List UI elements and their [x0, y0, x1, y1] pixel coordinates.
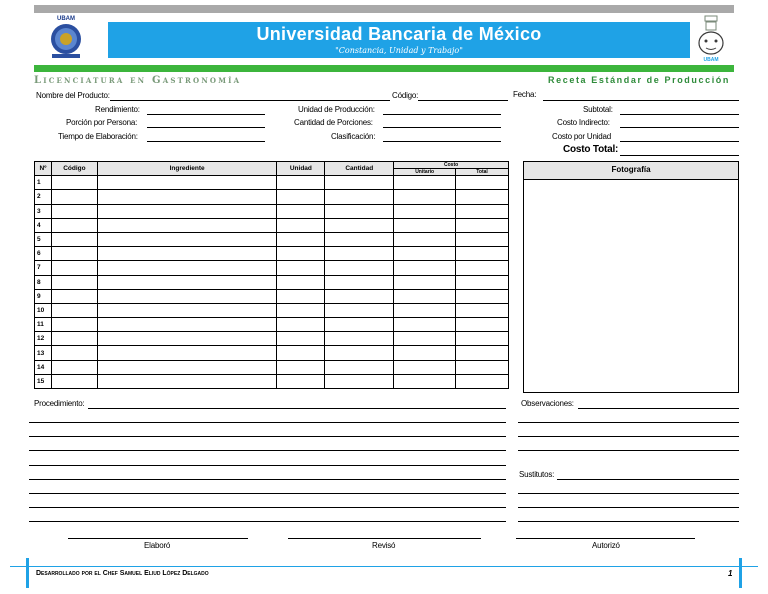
observations-line[interactable] [578, 408, 739, 409]
ingredient-cell[interactable] [97, 218, 277, 232]
ingredient-cell[interactable] [97, 247, 277, 261]
document-title: Receta Estándar de Producción [548, 75, 730, 85]
product-name-field[interactable] [110, 100, 390, 101]
ingredient-cell[interactable] [97, 332, 277, 346]
page-number: 1 [728, 569, 733, 578]
table-row [35, 247, 509, 261]
quantity-cell[interactable] [325, 176, 394, 190]
classification-label: Clasificación: [331, 132, 376, 141]
procedure-line[interactable] [29, 507, 506, 508]
unit-cell[interactable] [277, 247, 325, 261]
table-row [35, 318, 509, 332]
total-cost-cell[interactable] [456, 332, 509, 346]
observations-line[interactable] [518, 450, 739, 451]
product-name-label: Nombre del Producto: [36, 91, 110, 100]
code-cell[interactable] [51, 318, 97, 332]
observations-label: Observaciones: [521, 399, 574, 408]
unit-cell[interactable] [277, 190, 325, 204]
ingredient-cell[interactable] [97, 346, 277, 360]
table-row [35, 218, 509, 232]
unit-cell[interactable] [277, 261, 325, 275]
unit-cost-cell[interactable] [394, 303, 456, 317]
row-number: 4 [35, 218, 52, 232]
subtotal-label: Subtotal: [583, 105, 613, 114]
row-number: 8 [35, 275, 52, 289]
unit-cost-cell[interactable] [394, 204, 456, 218]
total-cost-cell[interactable] [456, 261, 509, 275]
unit-cost-label: Costo por Unidad [552, 132, 612, 141]
substitutes-line[interactable] [518, 493, 739, 494]
row-number: 12 [35, 332, 52, 346]
signature-line-elaboro[interactable] [68, 538, 248, 539]
table-row [35, 261, 509, 275]
table-row [35, 204, 509, 218]
table-row [35, 190, 509, 204]
code-cell[interactable] [51, 190, 97, 204]
table-row [35, 289, 509, 303]
svg-text:UBAM: UBAM [57, 16, 75, 22]
row-number: 14 [35, 360, 52, 374]
date-label: Fecha: [513, 90, 537, 99]
signature-label-elaboro: Elaboró [144, 541, 171, 550]
indirect-cost-field[interactable] [620, 127, 739, 128]
col-unit: Unidad [277, 162, 325, 176]
procedure-line[interactable] [29, 479, 506, 480]
procedure-line[interactable] [29, 422, 506, 423]
code-cell[interactable] [51, 346, 97, 360]
code-cell[interactable] [51, 218, 97, 232]
unit-cost-field[interactable] [620, 141, 739, 142]
col-ingredient: Ingrediente [97, 162, 277, 176]
row-number: 11 [35, 318, 52, 332]
ingredient-cell[interactable] [97, 190, 277, 204]
row-number: 5 [35, 232, 52, 246]
code-label: Código: [392, 91, 419, 100]
program-name: Licenciatura en Gastronomía [34, 75, 242, 86]
unit-cell[interactable] [277, 374, 325, 388]
unit-cell[interactable] [277, 289, 325, 303]
total-cost-cell[interactable] [456, 346, 509, 360]
col-quantity: Cantidad [325, 162, 394, 176]
row-number: 1 [35, 176, 52, 190]
col-code: Código [51, 162, 97, 176]
substitutes-line[interactable] [518, 507, 739, 508]
signature-label-reviso: Revisó [372, 541, 396, 550]
total-cost-cell[interactable] [456, 247, 509, 261]
substitutes-line[interactable] [518, 521, 739, 522]
quantity-cell[interactable] [325, 190, 394, 204]
unit-cost-cell[interactable] [394, 261, 456, 275]
row-number: 15 [35, 374, 52, 388]
procedure-line[interactable] [29, 450, 506, 451]
unit-cost-cell[interactable] [394, 176, 456, 190]
ingredient-cell[interactable] [97, 232, 277, 246]
top-gray-bar [34, 5, 734, 13]
observations-line[interactable] [518, 436, 739, 437]
quantity-cell[interactable] [325, 204, 394, 218]
table-row [35, 275, 509, 289]
yield-field[interactable] [147, 114, 265, 115]
col-unit-cost: Unitario [394, 169, 456, 176]
total-cost-label: Costo Total: [563, 144, 619, 155]
portions-count-field[interactable] [383, 127, 501, 128]
code-cell[interactable] [51, 360, 97, 374]
row-number: 10 [35, 303, 52, 317]
mascot-logo [694, 13, 728, 63]
unit-cost-cell[interactable] [394, 247, 456, 261]
code-cell[interactable] [51, 232, 97, 246]
code-cell[interactable] [51, 374, 97, 388]
unit-cell[interactable] [277, 176, 325, 190]
subtotal-field[interactable] [620, 114, 739, 115]
ingredient-cell[interactable] [97, 275, 277, 289]
university-title: Universidad Bancaria de México [256, 24, 542, 44]
code-cell[interactable] [51, 247, 97, 261]
table-row [35, 346, 509, 360]
portion-field[interactable] [147, 127, 265, 128]
procedure-line[interactable] [88, 408, 506, 409]
ingredient-cell[interactable] [97, 374, 277, 388]
ingredient-cell[interactable] [97, 176, 277, 190]
table-row [35, 332, 509, 346]
university-crest-logo [46, 13, 86, 61]
row-number: 6 [35, 247, 52, 261]
university-motto: "Constancia, Unidad y Trabajo" [335, 46, 463, 55]
row-number: 9 [35, 289, 52, 303]
table-row [35, 303, 509, 317]
unit-cost-cell[interactable] [394, 232, 456, 246]
row-number: 2 [35, 190, 52, 204]
photo-box [523, 161, 739, 393]
unit-cost-cell[interactable] [394, 218, 456, 232]
quantity-cell[interactable] [325, 218, 394, 232]
ingredient-cell[interactable] [97, 261, 277, 275]
table-row [35, 232, 509, 246]
quantity-cell[interactable] [325, 247, 394, 261]
unit-cost-cell[interactable] [394, 289, 456, 303]
code-cell[interactable] [51, 289, 97, 303]
substitutes-line[interactable] [557, 479, 739, 480]
prep-time-field[interactable] [147, 141, 265, 142]
procedure-line[interactable] [29, 493, 506, 494]
row-number: 7 [35, 261, 52, 275]
total-cost-cell[interactable] [456, 176, 509, 190]
code-cell[interactable] [51, 176, 97, 190]
procedure-line[interactable] [29, 521, 506, 522]
production-unit-label: Unidad de Producción: [298, 105, 375, 114]
table-row [35, 374, 509, 388]
unit-cell[interactable] [277, 232, 325, 246]
total-cost-cell[interactable] [456, 204, 509, 218]
unit-cell[interactable] [277, 204, 325, 218]
total-cost-cell[interactable] [456, 360, 509, 374]
unit-cost-cell[interactable] [394, 275, 456, 289]
col-total-cost: Total [456, 169, 509, 176]
portions-count-label: Cantidad de Porciones: [294, 118, 373, 127]
observations-line[interactable] [518, 422, 739, 423]
code-cell[interactable] [51, 204, 97, 218]
signature-label-autorizo: Autorizó [592, 541, 620, 550]
photo-header: Fotografía [524, 162, 738, 180]
indirect-cost-label: Costo Indirecto: [557, 118, 610, 127]
unit-cell[interactable] [277, 303, 325, 317]
table-row [35, 360, 509, 374]
code-cell[interactable] [51, 332, 97, 346]
footer-credit: Desarrollado por el Chef Samuel Eliud López Delgado [36, 570, 209, 577]
footer-line [10, 566, 758, 567]
table-row [35, 176, 509, 190]
production-unit-field[interactable] [383, 114, 501, 115]
col-number: Nº [35, 162, 52, 176]
code-cell[interactable] [51, 261, 97, 275]
total-cost-cell[interactable] [456, 275, 509, 289]
green-bar [34, 65, 734, 72]
ingredients-table [34, 161, 509, 389]
code-field[interactable] [418, 100, 508, 101]
procedure-label: Procedimiento: [34, 399, 85, 408]
footer-marker-right [739, 558, 742, 588]
unit-cost-cell[interactable] [394, 346, 456, 360]
svg-text:UBAM: UBAM [703, 57, 719, 63]
total-cost-field[interactable] [620, 155, 739, 156]
yield-label: Rendimiento: [95, 105, 140, 114]
total-cost-cell[interactable] [456, 374, 509, 388]
footer-marker-left [26, 558, 29, 588]
quantity-cell[interactable] [325, 332, 394, 346]
unit-cost-cell[interactable] [394, 190, 456, 204]
quantity-cell[interactable] [325, 303, 394, 317]
unit-cell[interactable] [277, 360, 325, 374]
unit-cell[interactable] [277, 318, 325, 332]
quantity-cell[interactable] [325, 346, 394, 360]
ingredient-cell[interactable] [97, 318, 277, 332]
ingredient-cell[interactable] [97, 289, 277, 303]
unit-cost-cell[interactable] [394, 360, 456, 374]
quantity-cell[interactable] [325, 318, 394, 332]
classification-field[interactable] [383, 141, 501, 142]
row-number: 13 [35, 346, 52, 360]
total-cost-cell[interactable] [456, 318, 509, 332]
code-cell[interactable] [51, 275, 97, 289]
unit-cost-cell[interactable] [394, 332, 456, 346]
unit-cell[interactable] [277, 332, 325, 346]
total-cost-cell[interactable] [456, 218, 509, 232]
substitutes-label: Sustitutos: [519, 470, 555, 479]
prep-time-label: Tiempo de Elaboración: [58, 132, 138, 141]
unit-cost-cell[interactable] [394, 318, 456, 332]
col-cost: Costo [394, 162, 509, 169]
quantity-cell[interactable] [325, 275, 394, 289]
signature-line-autorizo[interactable] [516, 538, 695, 539]
total-cost-cell[interactable] [456, 232, 509, 246]
quantity-cell[interactable] [325, 374, 394, 388]
title-banner [108, 22, 690, 58]
quantity-cell[interactable] [325, 232, 394, 246]
quantity-cell[interactable] [325, 360, 394, 374]
ingredient-cell[interactable] [97, 204, 277, 218]
unit-cost-cell[interactable] [394, 374, 456, 388]
quantity-cell[interactable] [325, 261, 394, 275]
total-cost-cell[interactable] [456, 303, 509, 317]
total-cost-cell[interactable] [456, 289, 509, 303]
procedure-line[interactable] [29, 465, 506, 466]
ingredient-cell[interactable] [97, 360, 277, 374]
unit-cell[interactable] [277, 218, 325, 232]
quantity-cell[interactable] [325, 289, 394, 303]
portion-label: Porción por Persona: [66, 118, 138, 127]
row-number: 3 [35, 204, 52, 218]
total-cost-cell[interactable] [456, 190, 509, 204]
date-field[interactable] [543, 100, 739, 101]
unit-cell[interactable] [277, 275, 325, 289]
procedure-line[interactable] [29, 436, 506, 437]
header [34, 13, 734, 65]
signature-line-reviso[interactable] [288, 538, 481, 539]
unit-cell[interactable] [277, 346, 325, 360]
ingredient-cell[interactable] [97, 303, 277, 317]
code-cell[interactable] [51, 303, 97, 317]
